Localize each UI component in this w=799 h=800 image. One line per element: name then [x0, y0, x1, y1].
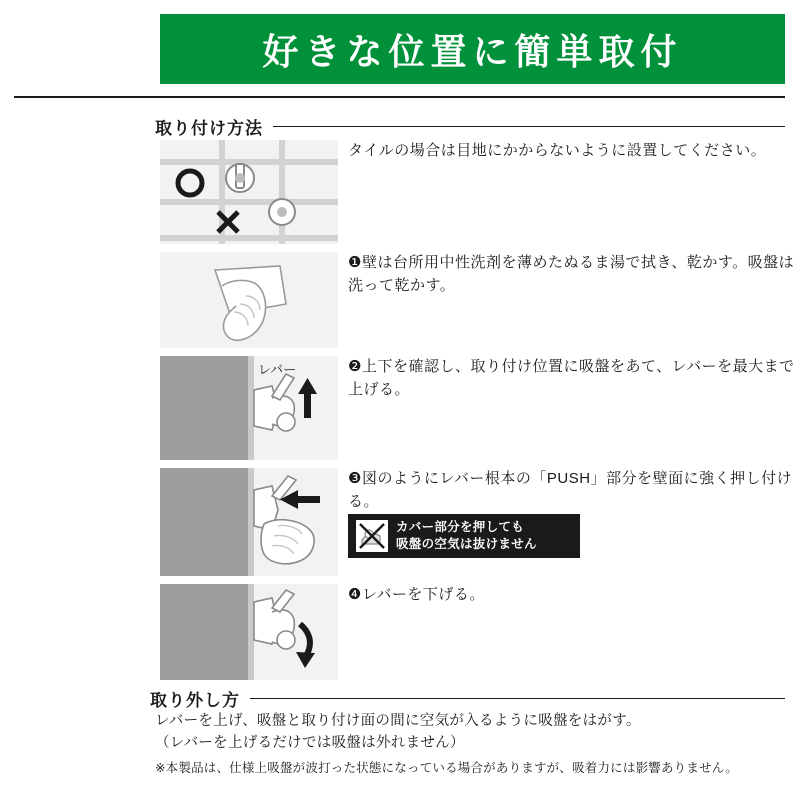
section-heading-remove-label: 取り外し方	[150, 691, 240, 710]
step-body: 壁は台所用中性洗剤を薄めたぬるま湯で拭き、乾かす。吸盤は洗って乾かす。	[348, 254, 795, 294]
section-heading-install-label: 取り付け方法	[155, 119, 263, 138]
section-heading-rule	[250, 698, 785, 699]
note-pill-line1: カバー部分を押しても	[396, 520, 525, 535]
step-tile-note-text: タイルの場合は目地にかからないように設置してください。	[348, 142, 767, 159]
step-marker: ❹	[348, 586, 362, 603]
no-push-cover-icon	[356, 520, 388, 552]
removal-line-2: （レバーを上げるだけでは吸盤は外れません）	[155, 735, 465, 752]
header-divider	[14, 96, 785, 98]
status-badge-no-push-cover	[348, 514, 580, 558]
step-clean-wall-text	[348, 252, 799, 297]
step-body: レバーを下げる。	[361, 586, 485, 603]
step-body: 上下を確認し、取り付け位置に吸盤をあて、レバーを最大まで上げる。	[348, 358, 795, 398]
push-lever-base-illustration	[160, 468, 338, 576]
step-raise-lever-text	[348, 356, 799, 401]
section-heading-install	[155, 114, 785, 139]
note-pill-line2: 吸盤の空気は抜けません	[396, 537, 537, 551]
lever-callout-label: レバー	[258, 362, 297, 377]
removal-instructions	[155, 710, 785, 778]
page-title: 好きな位置に簡単取付	[262, 30, 683, 72]
removal-line-1: レバーを上げ、吸盤と取り付け面の間に空気が入るように吸盤をはがす。	[155, 713, 641, 729]
step-lower-lever-text	[348, 584, 799, 607]
section-heading-remove	[150, 686, 785, 711]
wiping-wall-with-cloth-illustration	[160, 252, 338, 348]
lever-down-illustration	[160, 584, 338, 680]
note-pill-text	[396, 519, 537, 553]
section-heading-rule	[273, 126, 785, 127]
step-push-base-text	[348, 468, 799, 513]
removal-fine-print: ※本製品は、仕様上吸盤が波打った状態になっている場合がありますが、吸着力には影響ありません。	[155, 760, 738, 775]
step-marker: ❸	[348, 470, 362, 487]
tile-wall-ok-ng-illustration	[160, 140, 338, 244]
step-body: 図のようにレバー根本の「PUSH」部分を壁面に強く押し付ける。	[348, 470, 793, 510]
step-marker: ❶	[348, 254, 362, 271]
lever-up-illustration	[160, 356, 338, 460]
step-marker: ❷	[348, 358, 362, 375]
header-banner	[160, 14, 785, 84]
